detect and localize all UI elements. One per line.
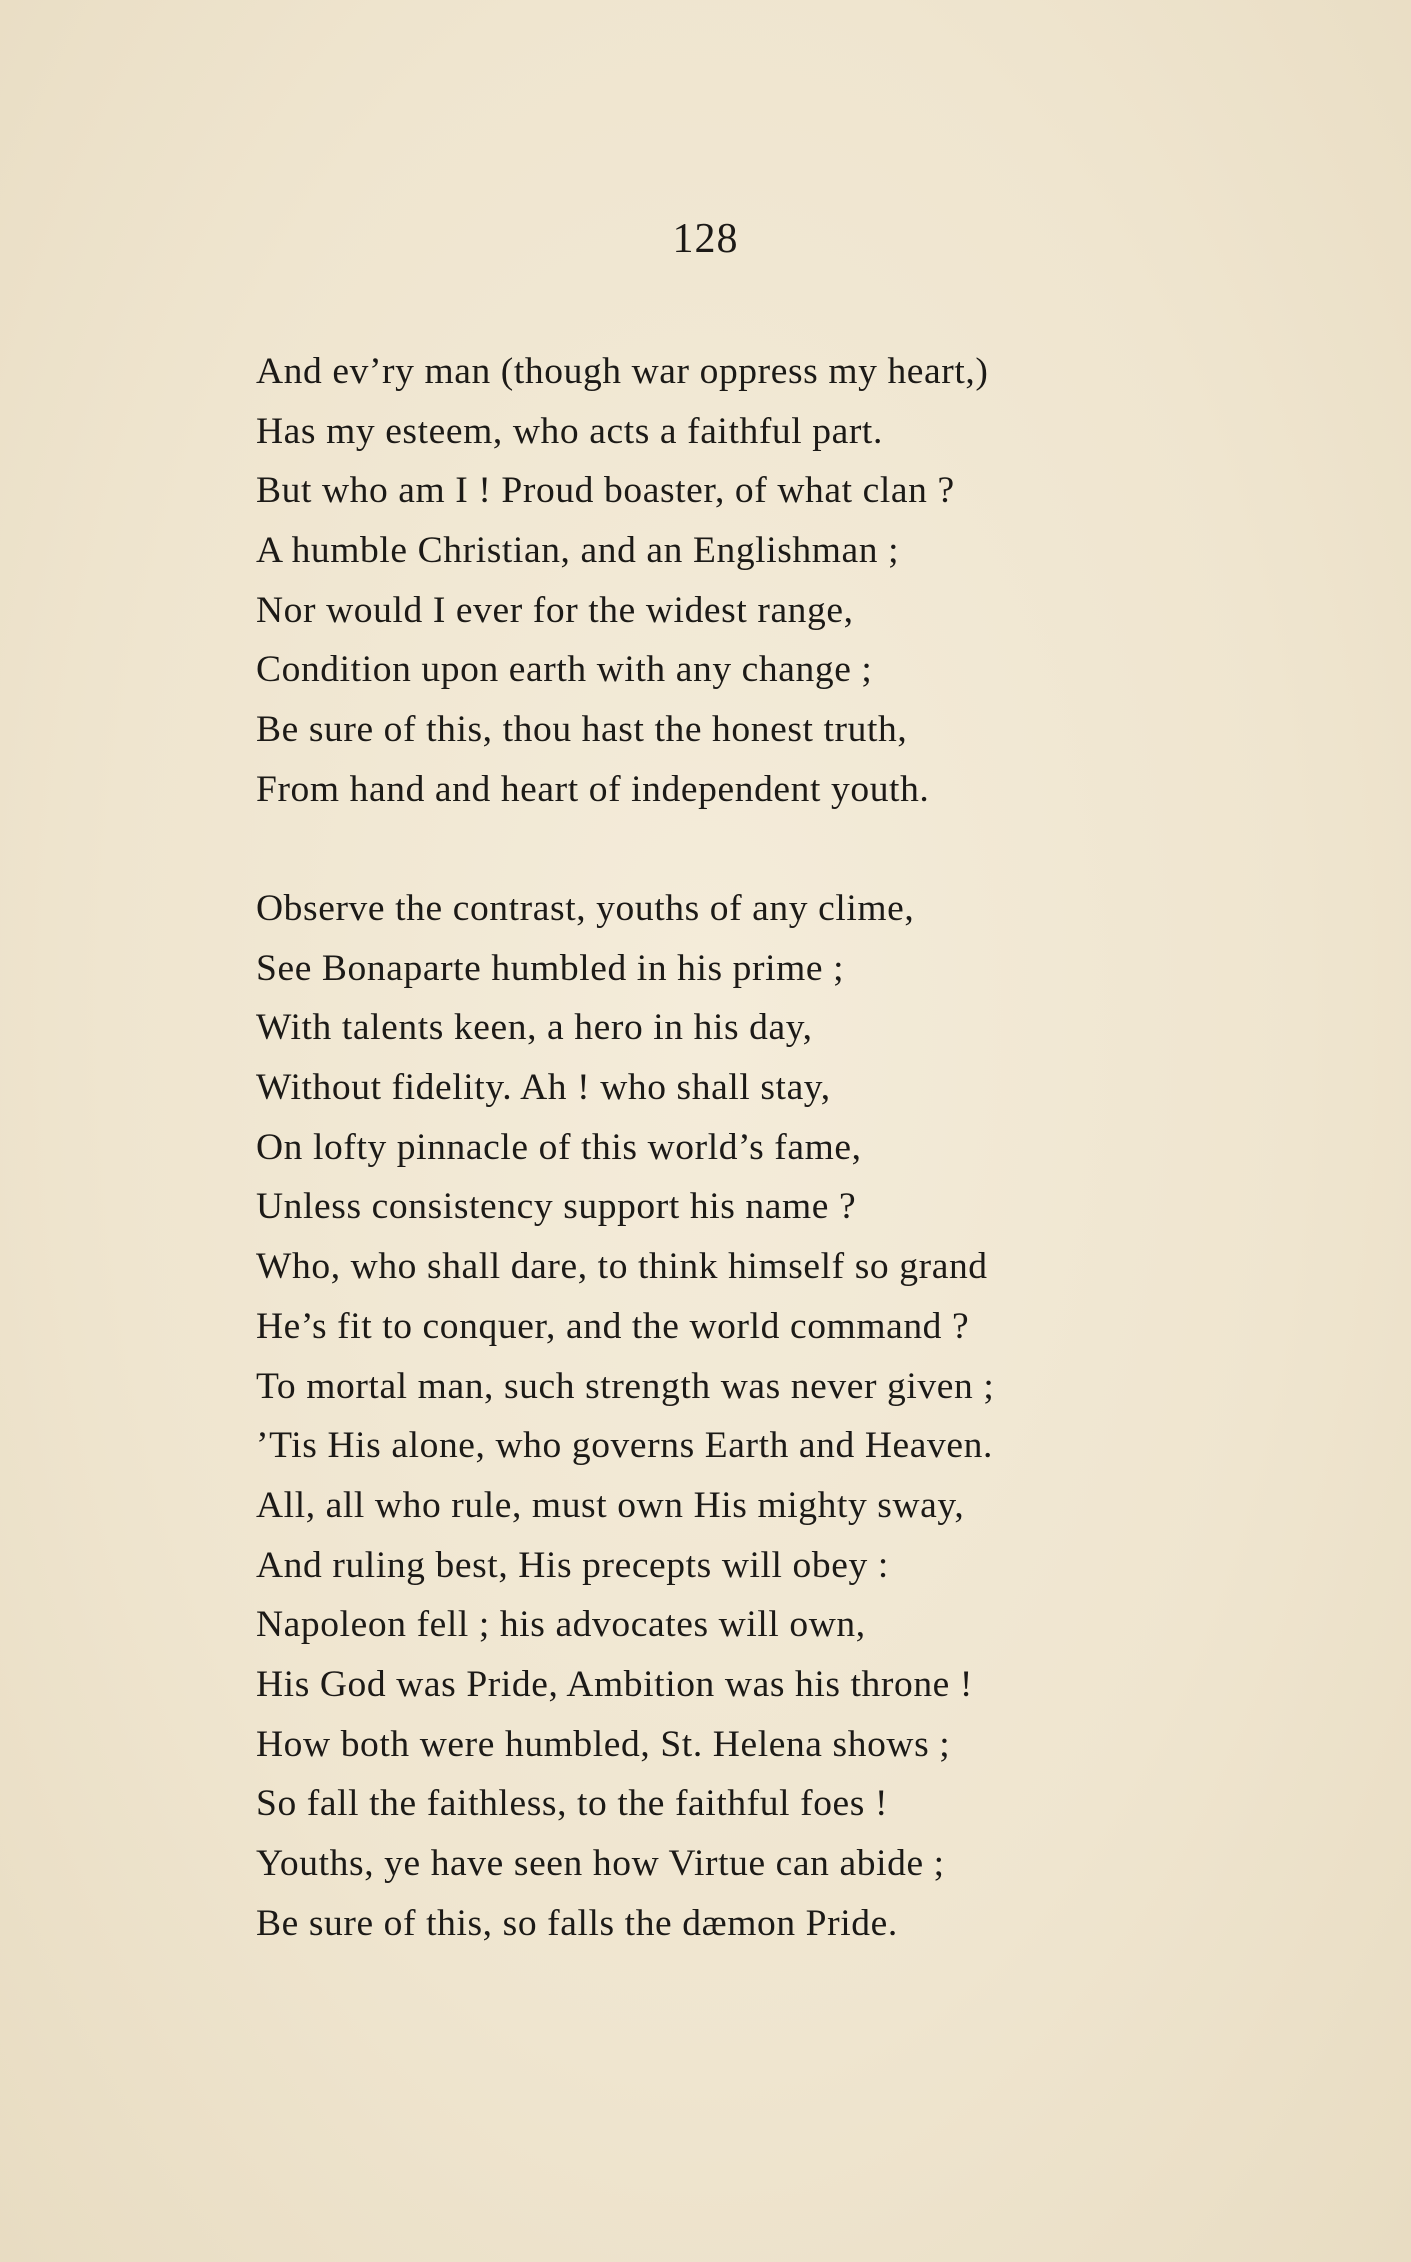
verse-line: How both were humbled, St. Helena shows ; [256, 1723, 951, 1765]
stanza-1 [256, 342, 1256, 820]
verse-line: A humble Christian, and an Englishman ; [256, 530, 900, 572]
verse-line: Has my esteem, who acts a faithful part. [256, 410, 883, 452]
verse-line: He’s fit to conquer, and the world command ? [256, 1305, 970, 1347]
verse-line: Unless consistency support his name ? [256, 1186, 857, 1228]
verse-line: And ruling best, His precepts will obey : [256, 1544, 889, 1586]
verse-line: With talents keen, a hero in his day, [256, 1007, 813, 1049]
verse-line: So fall the faithless, to the faithful foes ! [256, 1783, 889, 1825]
stanza-2 [256, 879, 1256, 1953]
verse-line: Who, who shall dare, to think himself so grand [256, 1246, 988, 1288]
verse-line: From hand and heart of independent youth. [256, 768, 930, 810]
verse-line: But who am I ! Proud boaster, of what clan ? [256, 470, 955, 512]
verse-line: Without fidelity. Ah ! who shall stay, [256, 1067, 831, 1109]
verse-line: Youths, ye have seen how Virtue can abide ; [256, 1843, 945, 1884]
verse-line: Nor would I ever for the widest range, [256, 589, 854, 631]
verse-line: See Bonaparte humbled in his prime ; [256, 947, 845, 989]
verse-line: All, all who rule, must own His mighty sway, [256, 1484, 965, 1526]
verse-line: Observe the contrast, youths of any clime, [256, 888, 915, 929]
verse-line: ’Tis His alone, who governs Earth and Heaven. [256, 1425, 993, 1467]
verse-line: His God was Pride, Ambition was his throne ! [256, 1663, 973, 1705]
page-number: 128 [672, 216, 739, 262]
verse-line: Be sure of this, so falls the dæmon Pride. [256, 1902, 898, 1944]
verse-line: Napoleon fell ; his advocates will own, [256, 1604, 866, 1646]
verse-line: And ev’ry man (though war oppress my heart,) [256, 351, 989, 392]
verse-line: On lofty pinnacle of this world’s fame, [256, 1126, 862, 1168]
verse-line: Condition upon earth with any change ; [256, 649, 873, 691]
verse-line: Be sure of this, thou hast the honest truth, [256, 709, 908, 751]
verse-line: To mortal man, such strength was never given ; [256, 1365, 995, 1407]
